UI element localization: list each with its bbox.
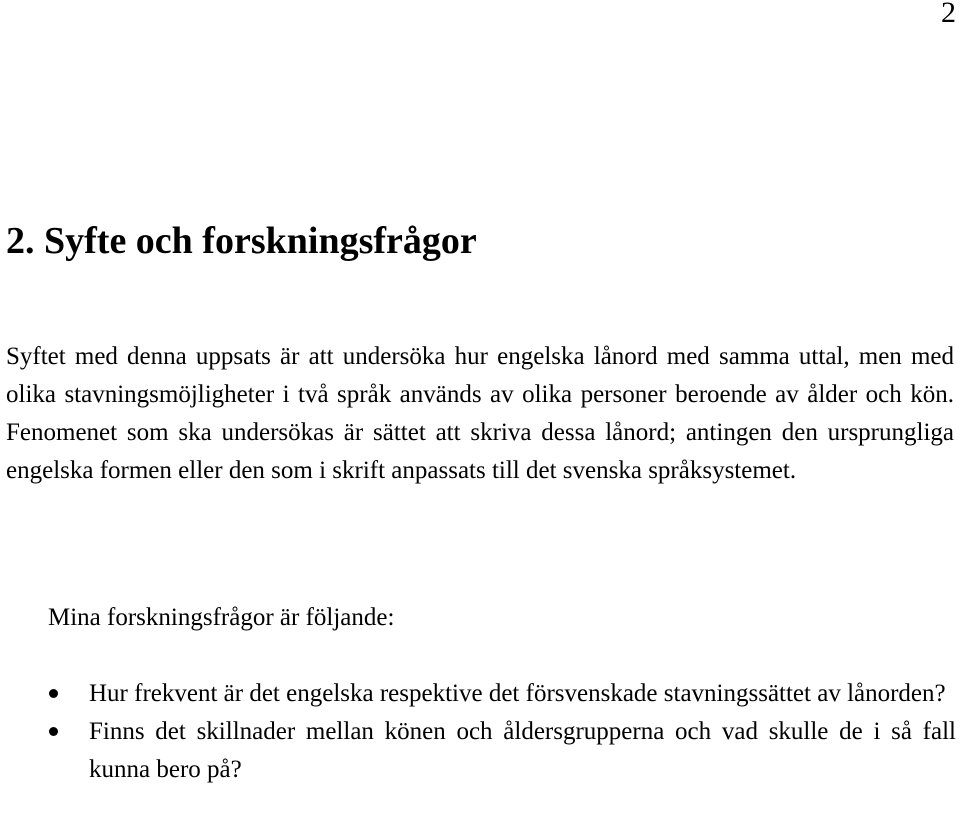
bullet-icon — [49, 689, 58, 698]
section-heading: 2. Syfte och forskningsfrågor — [6, 220, 477, 262]
question-text: Finns det skillnader mellan könen och åldersgrupperna och vad skulle de i så fall kunna bero på? — [89, 718, 956, 783]
list-item — [0, 713, 956, 789]
questions-intro: Mina forskningsfrågor är följande: — [48, 604, 395, 631]
question-text: Hur frekvent är det engelska respektive det försvenskade stavningssättet av lånorden? — [89, 680, 946, 707]
list-item — [0, 675, 956, 713]
page-number: 2 — [941, 0, 956, 29]
research-questions-list — [0, 675, 960, 789]
purpose-paragraph: Syftet med denna uppsats är att undersöka hur engelska lånord med samma uttal, men med olika stavningsmöjligheter i två språk används av olika personer beroende av ålder och kön. Fenomenet som ska undersökas är sättet att skriva dessa lånord; antingen den ursprungliga engelska formen eller den som i skrift anpassats till det svenska språksystemet. — [6, 343, 954, 484]
bullet-icon — [49, 727, 58, 736]
